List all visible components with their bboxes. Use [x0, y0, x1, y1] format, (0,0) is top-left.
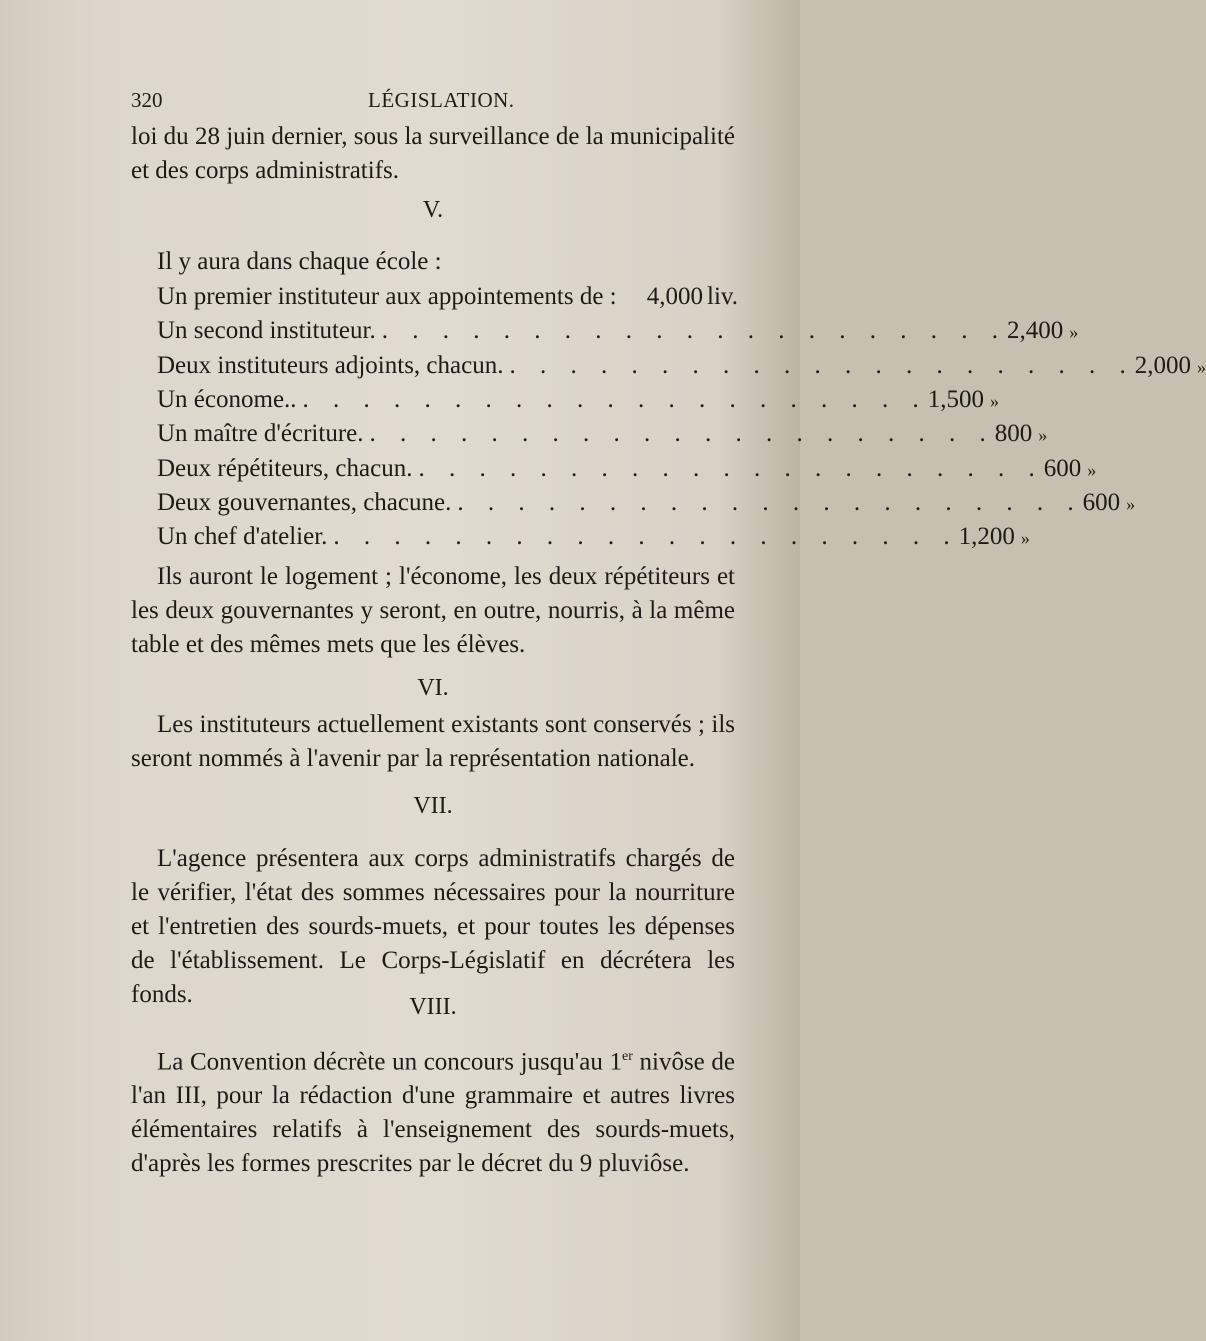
section-viii-paragraph: [131, 1040, 735, 1181]
salary-unit: »: [1196, 356, 1206, 377]
salary-label: Un maître d'écriture.: [157, 420, 364, 448]
salary-amount: 4,000: [646, 283, 703, 310]
leader-dots: . . . . . . . . . . . . . . . . . . . . .: [381, 317, 1007, 345]
salary-unit: »: [1038, 425, 1048, 446]
section-vi-paragraph: Les instituteurs actuellement existants sont conservés ; ils seront nommés à l'avenir par la représentation nationale.: [131, 711, 735, 772]
section-vii-paragraph: L'agence présentera aux corps administratifs chargés de le vérifier, l'état des sommes nécessaires pour la nourriture et l'entretien des sourds-muets, et pour toutes les dépenses de l'établissement. Le Corps-Législatif en décrétera les fonds.: [131, 845, 735, 1008]
salary-row: [157, 486, 1136, 520]
salary-amount: 600: [1082, 488, 1121, 516]
salary-unit: »: [1126, 493, 1136, 514]
leader-dots: . . . . . . . . . . . . . . . . . . . . .: [509, 351, 1135, 379]
salary-amount: 600: [1043, 454, 1082, 482]
leader-dots: . . . . . . . . . . . . . . . . . . . . .: [302, 385, 928, 413]
salary-label: Un second instituteur.: [157, 317, 376, 345]
leader-dots: . . . . . . . . . . . . . . . . . . . . .: [369, 420, 995, 448]
running-header: [131, 88, 735, 118]
salary-label: Un économe..: [157, 385, 297, 413]
section-heading-viii: VIII.: [409, 994, 457, 1020]
intro-paragraph: loi du 28 juin dernier, sous la surveillance de la municipalité et des corps administratifs.: [131, 123, 735, 184]
salary-row: [157, 452, 1097, 486]
page-number: 320: [131, 88, 163, 112]
viii-text-after: nivôse de l'an III, pour la rédaction d'une grammaire et autres livres élémentaires relatifs à l'enseignement des sourds-muets, d'après les formes prescrites par le décret du 9 pluviôse.: [131, 1048, 735, 1178]
salary-amount: 800: [994, 420, 1033, 448]
running-title: LÉGISLATION.: [368, 88, 515, 112]
salary-label: Un premier instituteur aux appointements de :: [157, 283, 617, 310]
salary-amount: 2,000: [1134, 351, 1191, 379]
salary-label: Deux répétiteurs, chacun.: [157, 454, 413, 482]
salary-unit: »: [1069, 322, 1079, 343]
section-heading-vi: VI.: [417, 675, 449, 701]
salary-row: [157, 349, 1206, 383]
section-v-paragraph: Ils auront le logement ; l'économe, les deux répétiteurs et les deux gouvernantes y seront, en outre, nourris, à la même table et des mêmes mets que les élèves.: [131, 563, 735, 658]
salary-amount: 2,400: [1006, 317, 1064, 345]
salary-unit: »: [990, 390, 1000, 411]
leader-dots: . . . . . . . . . . . . . . . . . . . . .: [418, 454, 1044, 482]
salary-label: Deux gouvernantes, chacune.: [157, 488, 452, 516]
viii-text-before: La Convention décrète un concours jusqu'au 1: [157, 1048, 622, 1076]
salary-row: [157, 417, 1048, 451]
salary-label: Deux instituteurs adjoints, chacun.: [157, 351, 504, 379]
salary-label: Un chef d'atelier.: [157, 523, 328, 551]
section-heading-vii: VII.: [413, 793, 453, 819]
salary-unit: liv.: [707, 283, 739, 310]
section-heading-v: V.: [422, 197, 444, 223]
salary-row: [157, 280, 739, 314]
salary-amount: 1,500: [927, 385, 985, 413]
salary-unit: »: [1020, 528, 1030, 549]
viii-superscript: er: [621, 1049, 633, 1064]
salary-amount: 1,200: [958, 523, 1015, 551]
leader-dots: . . . . . . . . . . . . . . . . . . . . .: [457, 488, 1083, 516]
section-v-intro: Il y aura dans chaque école :: [157, 248, 442, 275]
salary-unit: »: [1087, 459, 1097, 480]
salary-row: [157, 314, 1079, 348]
leader-dots: . . . . . . . . . . . . . . . . . . . . .: [333, 523, 959, 551]
salary-row: [157, 383, 1000, 417]
salary-row: [157, 520, 1030, 554]
